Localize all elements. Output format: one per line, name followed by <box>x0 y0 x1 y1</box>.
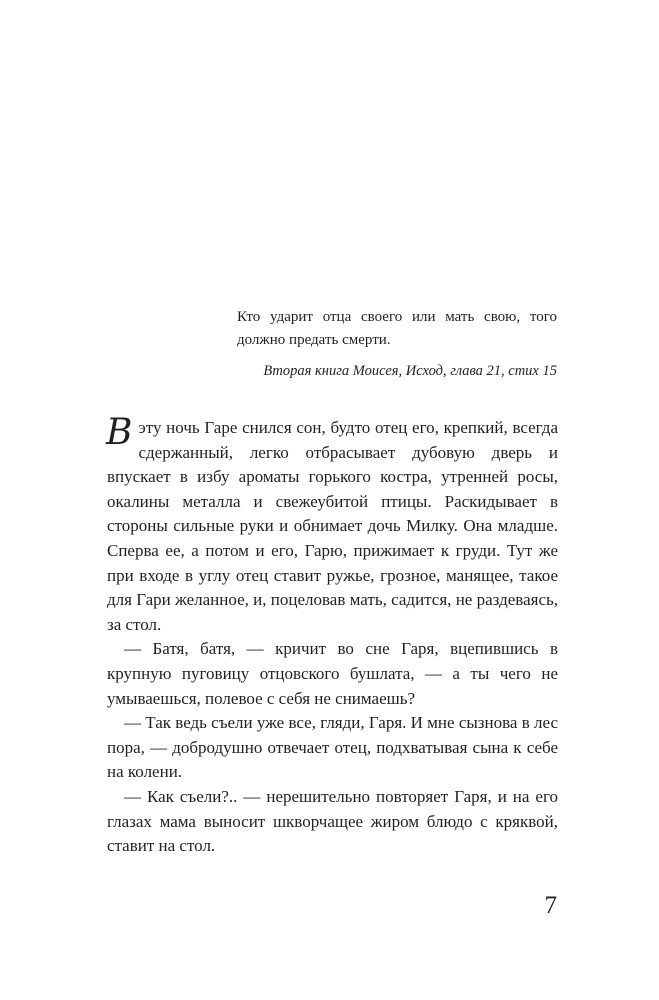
paragraph-opening-text: эту ночь Гаре снился сон, будто отец его, крепкий, всегда сдержанный, легко отбрасывает дубовую дверь и впускает в избу ароматы горького костра, утренней росы, окалины металла и свежеубитой птицы. Раскидывает в стороны сильные руки и обнимает дочь Милку. Она младше. Сперва ее, а потом и его, Гарю, прижимает к груди. Тут же при входе в углу отец ставит ружье, грозное, манящее, такое для Гари желанное, и, поцеловав мать, садится, не раздеваясь, за стол. <box>107 418 558 634</box>
epigraph-text: Кто ударит отца своего или мать свою, того должно предать смерти. <box>237 309 557 348</box>
paragraph: — Батя, батя, — кричит во сне Гаря, вцепившись в крупную пуговицу отцовского бушлата, — а ты чего не умываешься, полевое с себя не снимаешь? <box>107 639 558 708</box>
epigraph <box>237 306 557 382</box>
drop-cap: В <box>106 412 133 453</box>
paragraph: — Как съели?.. — нерешительно повторяет Гаря, и на его глазах мама выносит шкворчащее жиром блюдо с кряквой, ставит на стол. <box>107 786 558 856</box>
paragraph-opening <box>106 412 558 637</box>
paragraph: — Так ведь съели уже все, гляди, Гаря. И мне сызнова в лес пора, — добродушно отвечает отец, подхватывая сына к себе на колени. <box>107 713 558 782</box>
page-number: 7 <box>544 892 557 919</box>
epigraph-source: Вторая книга Моисея, Исход, глава 21, стих 15 <box>263 363 557 379</box>
chapter-text <box>106 412 558 859</box>
